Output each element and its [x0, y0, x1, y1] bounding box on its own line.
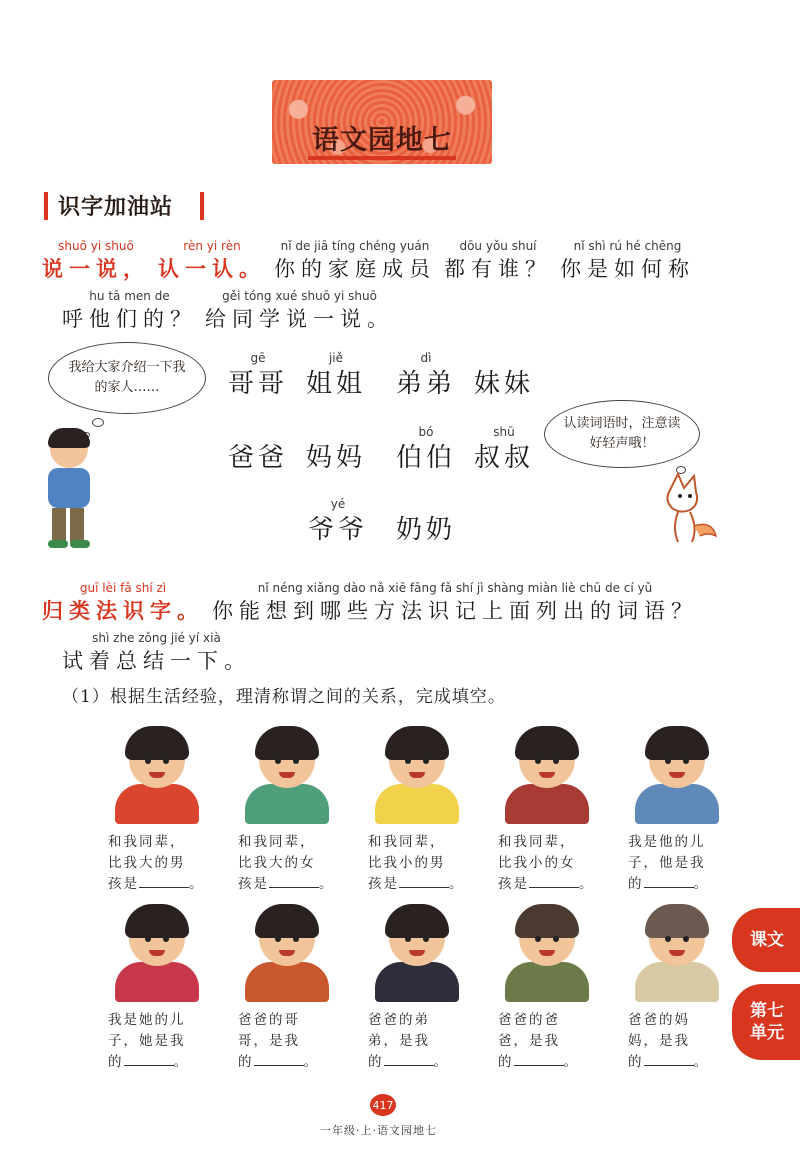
relation-card [228, 902, 346, 1073]
caption-line: 爸爸的哥 [238, 1012, 300, 1028]
word-bobo [396, 424, 456, 476]
person-eye [405, 936, 411, 942]
person-portrait [367, 724, 467, 824]
answer-blank[interactable] [124, 1054, 174, 1066]
person-eye [405, 758, 411, 764]
section-title: 识字加油站 [58, 195, 174, 220]
caption-line: 和我同辈， [368, 834, 446, 850]
text-segment [62, 288, 197, 334]
word-yeye [308, 496, 368, 548]
person-eye [535, 936, 541, 942]
answer-blank[interactable] [269, 876, 319, 888]
text-segment [42, 238, 150, 284]
word-pinyin [306, 424, 366, 440]
relation-card [98, 902, 216, 1073]
hanzi: 认一认。 [158, 256, 266, 281]
relation-caption [618, 1010, 736, 1073]
caption-line: 和我同辈， [238, 834, 316, 850]
text-segment [560, 238, 695, 284]
person-eye [145, 936, 151, 942]
word-pinyin: yé [330, 497, 346, 511]
caption-line: 孩是 。 [108, 876, 205, 892]
word-hanzi: 哥哥 [228, 369, 289, 399]
relation-caption [98, 1010, 216, 1073]
caption-line: 比我大的女 [238, 855, 316, 871]
person-portrait [497, 902, 597, 1002]
text-segment [62, 630, 251, 676]
bubble-dot [92, 418, 104, 427]
word-pinyin: shū [493, 425, 515, 439]
caption-line: 哥，是我 [238, 1033, 300, 1049]
fox-speech-bubble [544, 400, 700, 468]
word-jiejie [306, 350, 366, 402]
caption-line: 比我小的男 [368, 855, 446, 871]
text-segment [444, 238, 552, 284]
person-hair [385, 904, 449, 938]
section-bar-right [200, 192, 204, 220]
caption-line: 和我同辈， [498, 834, 576, 850]
relation-caption [228, 832, 346, 895]
caption-line: 和我同辈， [108, 834, 186, 850]
hanzi: 你的家庭成员 [274, 257, 436, 281]
person-portrait [237, 724, 337, 824]
answer-blank[interactable] [254, 1054, 304, 1066]
relation-card [488, 724, 606, 895]
relation-caption [618, 832, 736, 895]
word-shushu [474, 424, 534, 476]
tab-unit[interactable] [732, 984, 800, 1060]
pinyin: gěi tóng xué shuō yi shuō [222, 289, 377, 303]
caption-line: 子，他是我 [628, 855, 706, 871]
tab-lesson[interactable] [732, 908, 800, 972]
relation-caption [488, 832, 606, 895]
word-hanzi: 爷爷 [308, 515, 369, 545]
word-meimei [474, 350, 534, 402]
person-eye [423, 758, 429, 764]
person-eye [163, 758, 169, 764]
person-eye [683, 936, 689, 942]
caption-line: 爸，是我 [498, 1033, 560, 1049]
text-segment [274, 238, 436, 284]
title-banner [272, 80, 492, 164]
answer-blank[interactable] [139, 876, 189, 888]
tab-unit-label: 第七单元 [750, 1001, 784, 1043]
hanzi: 试着总结一下。 [62, 649, 251, 673]
answer-blank[interactable] [644, 1054, 694, 1066]
q1-line-1 [42, 238, 703, 284]
word-nainai [396, 496, 456, 548]
caption-line: 孩是 。 [368, 876, 465, 892]
person-eye [293, 758, 299, 764]
relation-card [488, 902, 606, 1073]
text-segment [212, 580, 698, 626]
relation-card [228, 724, 346, 895]
person-eye [665, 936, 671, 942]
pinyin: nǐ de jiā tíng chéng yuán [280, 239, 430, 253]
person-eye [163, 936, 169, 942]
answer-blank[interactable] [384, 1054, 434, 1066]
relation-caption [358, 832, 476, 895]
caption-line: 孩是 。 [238, 876, 335, 892]
title-underline [308, 156, 456, 160]
hanzi: 呼他们的？ [62, 307, 197, 331]
page-footer: 一年级·上·语文园地七 [320, 1124, 437, 1137]
text-segment [42, 580, 204, 626]
person-shirt [375, 962, 459, 1002]
word-hanzi: 叔叔 [474, 443, 535, 473]
caption-line: 的 。 [108, 1054, 189, 1070]
word-pinyin: jiě [328, 351, 344, 365]
hanzi: 你能想到哪些方法识记上面列出的词语？ [212, 599, 698, 623]
person-shirt [375, 784, 459, 824]
page-number: 417 [370, 1094, 396, 1116]
word-pinyin: gē [250, 351, 266, 365]
pinyin: nǐ shì rú hé chēng [573, 239, 682, 253]
word-hanzi: 姐姐 [306, 369, 367, 399]
person-portrait [627, 724, 727, 824]
person-portrait [107, 902, 207, 1002]
person-eye [293, 936, 299, 942]
caption-line: 子，她是我 [108, 1033, 186, 1049]
boy-illustration [40, 430, 100, 548]
caption-line: 的 。 [238, 1054, 319, 1070]
pinyin: rèn yi rèn [183, 239, 241, 253]
caption-line: 的 。 [498, 1054, 579, 1070]
relation-caption [98, 832, 216, 895]
q2-subquestion: （1）根据生活经验，理清称谓之间的关系，完成填空。 [62, 687, 506, 707]
person-portrait [237, 902, 337, 1002]
person-hair [645, 726, 709, 760]
person-hair [515, 904, 579, 938]
person-shirt [115, 784, 199, 824]
person-shirt [115, 962, 199, 1002]
relation-card [358, 724, 476, 895]
relation-card [618, 902, 736, 1073]
person-shirt [635, 962, 719, 1002]
hanzi: 都有谁？ [444, 257, 552, 281]
q2-line-2 [62, 630, 259, 676]
answer-blank[interactable] [529, 876, 579, 888]
hanzi: 归类法识字。 [42, 598, 204, 623]
caption-line: 我是她的儿 [108, 1012, 186, 1028]
text-segment [205, 288, 394, 334]
person-eye [145, 758, 151, 764]
page-title: 语文园地七 [312, 125, 452, 156]
word-hanzi: 奶奶 [396, 515, 457, 545]
word-baba [228, 424, 288, 476]
relation-card [98, 724, 216, 895]
word-pinyin [228, 424, 288, 440]
word-pinyin [396, 496, 456, 512]
word-pinyin: dì [420, 351, 432, 365]
word-gege [228, 350, 288, 402]
section-bar-left [44, 192, 48, 220]
relation-caption [228, 1010, 346, 1073]
person-hair [125, 726, 189, 760]
person-eye [683, 758, 689, 764]
person-shirt [505, 962, 589, 1002]
person-eye [553, 936, 559, 942]
person-portrait [627, 902, 727, 1002]
hanzi: 你是如何称 [560, 257, 695, 281]
answer-blank[interactable] [644, 876, 694, 888]
person-portrait [497, 724, 597, 824]
fox-bubble-text: 认读词语时，注意读好轻声哦！ [563, 416, 681, 451]
tab-lesson-label: 课文 [750, 930, 784, 950]
caption-line: 比我小的女 [498, 855, 576, 871]
answer-blank[interactable] [514, 1054, 564, 1066]
word-pinyin: bó [418, 425, 434, 439]
person-portrait [107, 724, 207, 824]
person-portrait [367, 902, 467, 1002]
relation-caption [488, 1010, 606, 1073]
boy-speech-bubble [48, 342, 206, 414]
pinyin: guī lèi fǎ shí zì [79, 581, 167, 595]
caption-line: 的 。 [628, 1054, 709, 1070]
caption-line: 弟，是我 [368, 1033, 430, 1049]
word-didi [396, 350, 456, 402]
caption-line: 我是他的儿 [628, 834, 706, 850]
person-shirt [505, 784, 589, 824]
word-pinyin [474, 350, 534, 366]
relation-card [358, 902, 476, 1073]
word-hanzi: 弟弟 [396, 369, 457, 399]
hanzi: 说一说， [42, 256, 150, 281]
caption-line: 孩是 。 [498, 876, 595, 892]
fox-illustration [650, 470, 720, 550]
person-eye [553, 758, 559, 764]
answer-blank[interactable] [399, 876, 449, 888]
pinyin: nǐ néng xiǎng dào nǎ xiē fāng fǎ shí jì shàng miàn liè chū de cí yǔ [257, 581, 653, 595]
caption-line: 比我大的男 [108, 855, 186, 871]
person-hair [515, 726, 579, 760]
caption-line: 妈，是我 [628, 1033, 690, 1049]
word-hanzi: 妈妈 [306, 443, 367, 473]
relation-caption [358, 1010, 476, 1073]
word-hanzi: 伯伯 [396, 443, 457, 473]
boy-bubble-text: 我给大家介绍一下我的家人…… [68, 360, 186, 395]
caption-line: 的 。 [628, 876, 709, 892]
pinyin: hu tā men de [89, 289, 170, 303]
relation-card [618, 724, 736, 895]
text-segment [158, 238, 266, 284]
person-eye [535, 758, 541, 764]
pinyin: shì zhe zǒng jié yí xià [92, 631, 221, 645]
caption-line: 爸爸的爸 [498, 1012, 560, 1028]
hanzi: 给同学说一说。 [205, 307, 394, 331]
pinyin: dōu yǒu shuí [459, 239, 537, 253]
person-hair [385, 726, 449, 760]
caption-line: 的 。 [368, 1054, 449, 1070]
person-shirt [635, 784, 719, 824]
person-eye [275, 758, 281, 764]
q1-line-2 [62, 288, 402, 334]
person-hair [255, 726, 319, 760]
person-eye [423, 936, 429, 942]
word-hanzi: 妹妹 [474, 369, 535, 399]
caption-line: 爸爸的妈 [628, 1012, 690, 1028]
person-shirt [245, 784, 329, 824]
person-hair [125, 904, 189, 938]
person-eye [275, 936, 281, 942]
person-hair [255, 904, 319, 938]
pinyin: shuō yi shuō [58, 239, 134, 253]
person-shirt [245, 962, 329, 1002]
q2-line-1 [42, 580, 706, 626]
word-mama [306, 424, 366, 476]
person-hair [645, 904, 709, 938]
word-hanzi: 爸爸 [228, 443, 289, 473]
caption-line: 爸爸的弟 [368, 1012, 430, 1028]
person-eye [665, 758, 671, 764]
